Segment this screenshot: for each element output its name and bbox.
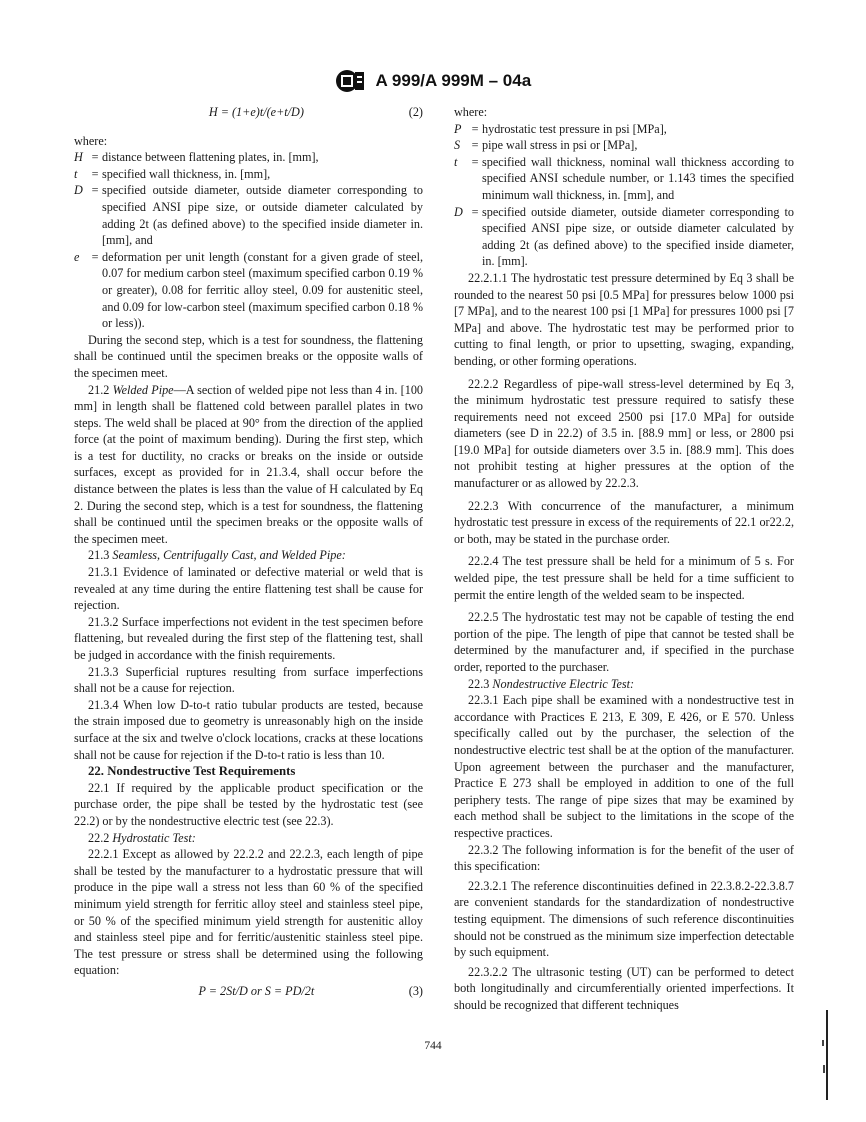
definition-list <box>454 121 794 270</box>
left-column <box>74 104 423 999</box>
equation-3-expression: P = 2St/D or S = PD/2t <box>198 983 315 998</box>
paragraph-second-step: During the second step, which is a test for soundness, the flattening shall be continued until the specimen breaks or the opposite walls of the specimen meet. <box>74 332 423 380</box>
paragraph-21-3-4: 21.3.4 When low D-to-t ratio tubular products are tested, because the strain imposed due to geometry is unreasonably high on the inside surface at the six and twelve o'clock locations, cracks at these locations shall not be cause for rejection if the D-to-t ratio is less than 10. <box>74 697 423 762</box>
clause-number: 21.3 <box>88 548 110 563</box>
equation-2 <box>74 104 423 121</box>
paragraph-22-2-3: 22.2.3 With concurrence of the manufacturer, a minimum hydrostatic test pressure in excess of the requirements of 22.1 or22.2, or both, may be stated in the purchase order. <box>454 498 794 546</box>
definition-text: specified outside diameter, outside diameter corresponding to specified ANSI pipe size, or outside diameter calculated by adding 2t (as defined above) to the specified inside diameter, in. [mm]. <box>482 204 794 269</box>
clause-title: Seamless, Centrifugally Cast, and Welded Pipe: <box>112 548 346 563</box>
definition-symbol: D <box>74 183 83 198</box>
document-designation: A 999/A 999M – 04a <box>375 71 532 90</box>
definition-symbol: S <box>454 138 461 153</box>
definition-item <box>74 166 423 183</box>
definition-equals: = <box>471 121 479 136</box>
definition-item <box>74 249 423 332</box>
paragraph-21-3-3: 21.3.3 Superficial ruptures resulting from surface imperfections shall not be a cause for rejection. <box>74 664 423 696</box>
clause-number: 21.2 <box>88 382 110 397</box>
definition-item <box>74 149 423 166</box>
paragraph-22-2-5: 22.2.5 The hydrostatic test may not be capable of testing the end portion of the pipe. The length of pipe that cannot be tested shall be determined by the manufacturer and, if specified in the purchase order, reported to the purchaser. <box>454 610 794 674</box>
equation-3 <box>74 983 423 1000</box>
paragraph-22-3-2-1: 22.3.2.1 The reference discontinuities defined in 22.3.8.2-22.3.8.7 are convenient standards for the standardization of nondestructive testing equipment. The dimensions of such reference discontinuities should not be construed as the minimum size imperfection detectable by such equipment. <box>454 878 794 960</box>
paragraph-22-1: 22.1 If required by the applicable product specification or the purchase order, the pipe shall be tested by the hydrostatic test (see 22.2) or by the nondestructive electric test (see 22.3). <box>74 780 423 828</box>
paragraph-22-2-2: 22.2.2 Regardless of pipe-wall stress-level determined by Eq 3, the minimum hydrostatic test pressure required to satisfy these requirements need not exceed 2500 psi [17.0 MPa] for outside diameters (see D in 22.2) of 3.5 in. [88.9 mm] or less, or 2800 psi [19.0 MPa] for outside diameters over 3.5 in. [88.9 mm]. This does not prohibit testing at higher pressures at the option of the manufacturer or as allowed by 22.2.3. <box>454 376 794 491</box>
definition-symbol: e <box>74 249 80 264</box>
definition-equals: = <box>91 249 99 264</box>
definition-text: pipe wall stress in psi or [MPa], <box>482 138 638 153</box>
paragraph-22-3-2-2: 22.3.2.2 The ultrasonic testing (UT) can be performed to detect both longitudinally and circumferentially oriented imperfections. It should be recognized that different techniques <box>454 964 794 1012</box>
page-number: 744 <box>424 1040 442 1052</box>
definition-list <box>74 149 423 332</box>
paragraph-22-2-1: 22.2.1 Except as allowed by 22.2.2 and 22.2.3, each length of pipe shall be tested by the manufacturer to a hydrostatic pressure that will produce in the pipe wall a stress not less than 60 % of the specified minimum yield strength for ferritic alloy steel and stainless steel pipe, or 50 % of the specified minimum yield strength for austenitic alloy and stainless steel pipe and for ferritic/austenitic stainless steel pipe. The test pressure or stress shall be determined using the following equation: <box>74 847 423 978</box>
clause-number: 22.2 <box>88 830 110 845</box>
paragraph-21-3-1: 21.3.1 Evidence of laminated or defective material or weld that is revealed at any time during the entire flattening test shall be cause for rejection. <box>74 565 423 613</box>
paragraph-21-3-2: 21.3.2 Surface imperfections not evident in the test specimen before flattening, but revealed during the first step of the flattening test, shall be judged in accordance with the finish requirements. <box>74 614 423 662</box>
definition-equals: = <box>91 150 99 165</box>
paragraph-22-3-2: 22.3.2 The following information is for the benefit of the user of this specification: <box>454 842 794 874</box>
definition-symbol: P <box>454 121 462 136</box>
paragraph-22-2-1-1: 22.2.1.1 The hydrostatic test pressure determined by Eq 3 shall be rounded to the nearest 50 psi [0.5 MPa] for pressures below 1000 psi [7 MPa], and to the nearest 100 psi [1 MPa] for pressures 1000 psi [7 MPa] and above. The hydrostatic test may be performed prior to cutting to final length, or prior to upsetting, swaging, expanding, bending, or other forming operations. <box>454 270 794 368</box>
scan-margin-marks <box>816 1010 830 1100</box>
page-header <box>0 68 866 94</box>
paragraph-22-3-1: 22.3.1 Each pipe shall be examined with a nondestructive test in accordance with Practices E 213, E 309, E 426, or E 570. Unless specifically called out by the purchaser, the selection of the nondestructive electric test shall be at the option of the manufacturer. Upon agreement between the purchaser and the manufacturer, Practice E 273 shall be employed in addition to one of the full periphery tests. The range of pipe sizes that may be examined by each method shall be subject to the limitations in the scope of the respective practices. <box>454 693 794 840</box>
paragraph-22-2-4: 22.2.4 The test pressure shall be held for a minimum of 5 s. For welded pipe, the test pressure shall be held for a time sufficient to permit the entire length of the welded seam to be inspected. <box>454 554 794 602</box>
definition-symbol: t <box>454 154 458 169</box>
paragraph-21-3 <box>74 547 423 564</box>
clause-body: —A section of welded pipe not less than 4 in. [100 mm] in length shall be flattened cold between parallel plates in two steps. The weld shall be placed at 90° from the direction of the applied force (at the point of maximum bending). During the first step, which is a test for ductility, no cracks or breaks on the inside or outside surfaces, except as provided for in 21.3.4, shall occur before the distance between the plates is less than the value of H calculated by Eq 2. During the second step, which is a test for soundness, the flattening shall be continued until the specimen breaks or the opposite walls of the specimen meet. <box>74 382 424 546</box>
clause-title: Hydrostatic Test: <box>112 830 196 845</box>
definition-equals: = <box>471 154 479 169</box>
paragraph-22-3 <box>454 676 794 693</box>
definition-equals: = <box>471 204 479 219</box>
definition-text: specified wall thickness, nominal wall thickness according to specified ANSI schedule number, or 1.143 times the specified minimum wall thickness, in. [mm], and <box>482 154 794 202</box>
definition-item <box>454 154 794 204</box>
definition-text: specified wall thickness, in. [mm], <box>102 166 271 181</box>
definition-item <box>454 204 794 270</box>
paragraph-21-2 <box>74 382 423 548</box>
definition-item <box>74 182 423 248</box>
paragraph-22-2 <box>74 830 423 847</box>
definition-text: distance between flattening plates, in. [mm], <box>102 150 319 165</box>
where-label: where: <box>74 133 108 148</box>
definition-text: hydrostatic test pressure in psi [MPa], <box>482 121 667 136</box>
definition-text: specified outside diameter, outside diameter corresponding to specified ANSI pipe size, or outside diameter calculated by adding 2t (as defined above) to the specified inside diameter in. [mm], and <box>102 183 423 248</box>
definition-symbol: t <box>74 166 78 181</box>
definition-equals: = <box>91 166 99 181</box>
clause-title: Nondestructive Electric Test: <box>492 676 635 691</box>
definition-symbol: D <box>454 204 463 219</box>
section-heading-22: 22. Nondestructive Test Requirements <box>88 764 296 779</box>
equation-2-expression: H = (1+e)t/(e+t/D) <box>208 105 304 119</box>
definition-item <box>454 121 794 138</box>
definition-symbol: H <box>74 150 83 165</box>
definition-equals: = <box>91 183 99 198</box>
clause-title: Welded Pipe <box>112 382 174 397</box>
astm-logo-icon <box>335 68 365 94</box>
definition-text: deformation per unit length (constant for a given grade of steel, 0.07 for medium carbon steel (maximum specified carbon 0.19 % or greater), 0.08 for ferritic alloy steel, 0.09 for austenitic steel, and 0.09 for low-carbon steel (maximum specified carbon 0.18 % or less)). <box>102 249 423 331</box>
definition-item <box>454 137 794 154</box>
where-label: where: <box>454 105 488 119</box>
clause-number: 22.3 <box>468 676 490 691</box>
definition-equals: = <box>471 138 479 153</box>
right-column <box>454 104 794 1013</box>
equation-3-number: (3) <box>408 983 423 998</box>
equation-2-number: (2) <box>408 105 423 119</box>
